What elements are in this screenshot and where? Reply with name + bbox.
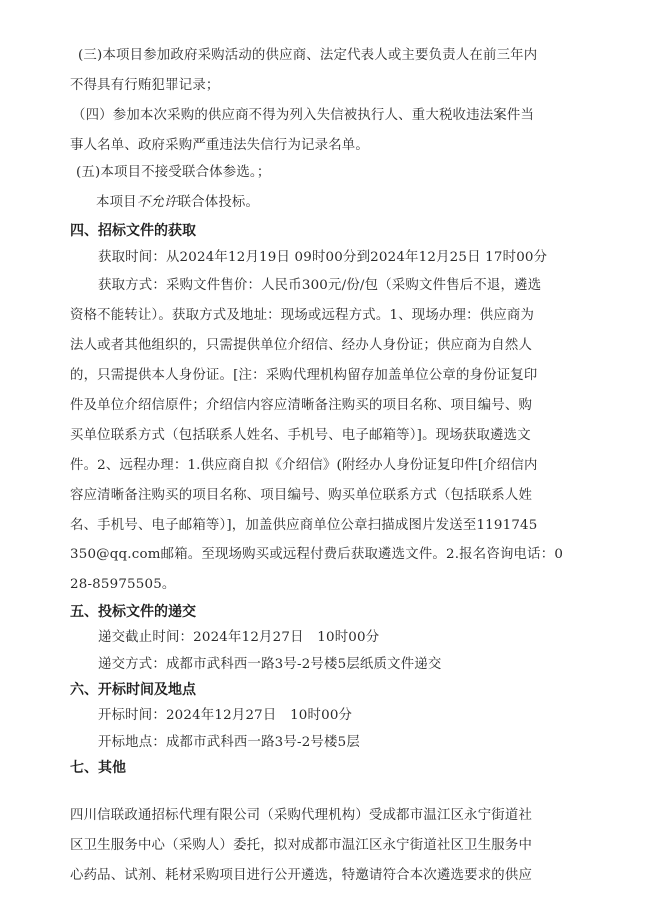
section4-line2: 事人名单、政府采购严重违法失信行为记录名单。 [70, 138, 369, 153]
opening-time: 开标时间：2024年12月27日 10时00分 [98, 708, 353, 723]
acquire-line7: 件。2、远程办理：1.供应商自拟《介绍信》(附经办人身份证复印件[介绍信内 [70, 458, 538, 473]
other-line3: 心药品、试剂、耗材采购项目进行公开遴选，特邀请符合本次遴选要求的供应 [70, 868, 533, 883]
section3-line2: 不得具有行贿犯罪记录； [70, 78, 220, 93]
opening-place: 开标地点：成都市武科西一路3号-2号楼5层 [98, 735, 360, 750]
acquire-line9: 名、手机号、电子邮箱等）]，加盖供应商单位公章扫描成图片发送至1191745 [70, 518, 538, 533]
acquire-line1: 获取方式：采购文件售价：人民币300元/份/包（采购文件售后不退，遴选 [98, 278, 542, 293]
acquire-line4: 的，只需提供本人身份证。[注：采购代理机构留存加盖单位公章的身份证复印 [70, 368, 538, 383]
acquire-line5: 件及单位介绍信原件；介绍信内容应清晰备注购买的项目名称、项目编号、购 [70, 398, 533, 413]
not-allowed-emphasis: 不允许 [136, 195, 178, 210]
submit-deadline: 递交截止时间：2024年12月27日 10时00分 [98, 630, 380, 645]
acquire-line6: 买单位联系方式（包括联系人姓名、手机号、电子邮箱等）]。现场获取遴选文 [70, 428, 531, 443]
section5-line2: 本项目不允许联合体投标。 [96, 195, 260, 210]
heading-submit: 五、投标文件的递交 [70, 604, 196, 620]
section3-line1: (三)本项目参加政府采购活动的供应商、法定代表人或主要负责人在前三年内 [78, 48, 538, 63]
heading-opening: 六、开标时间及地点 [70, 682, 196, 698]
acquire-line10: 350@qq.com邮箱。至现场购买或远程付费后获取遴选文件。2.报名咨询电话：0 [70, 547, 564, 562]
heading-acquire: 四、招标文件的获取 [70, 223, 196, 239]
acquire-time: 获取时间：从2024年12月19日 09时00分到2024年12月25日 17时00分 [98, 250, 548, 265]
other-line2: 区卫生服务中心（采购人）委托，拟对成都市温江区永宁街道社区卫生服务中 [70, 838, 533, 853]
other-line1: 四川信联政通招标代理有限公司（采购代理机构）受成都市温江区永宁街道社 [70, 808, 533, 823]
section4-line1: （四）参加本次采购的供应商不得为列入失信被执行人、重大税收违法案件当 [72, 108, 535, 123]
section5-line1: (五)本项目不接受联合体参选。； [76, 165, 271, 180]
heading-other: 七、其他 [70, 760, 126, 776]
acquire-line11: 28-85975505。 [70, 577, 176, 592]
submit-method: 递交方式：成都市武科西一路3号-2号楼5层纸质文件递交 [98, 657, 442, 672]
acquire-line3: 法人或者其他组织的，只需提供单位介绍信、经办人身份证；供应商为自然人 [70, 338, 533, 353]
acquire-line2: 资格不能转让）。获取方式及地址：现场或远程方式。1、现场办理：供应商为 [70, 308, 535, 323]
acquire-line8: 容应清晰备注购买的项目名称、项目编号、购买单位联系方式（包括联系人姓 [70, 488, 533, 503]
